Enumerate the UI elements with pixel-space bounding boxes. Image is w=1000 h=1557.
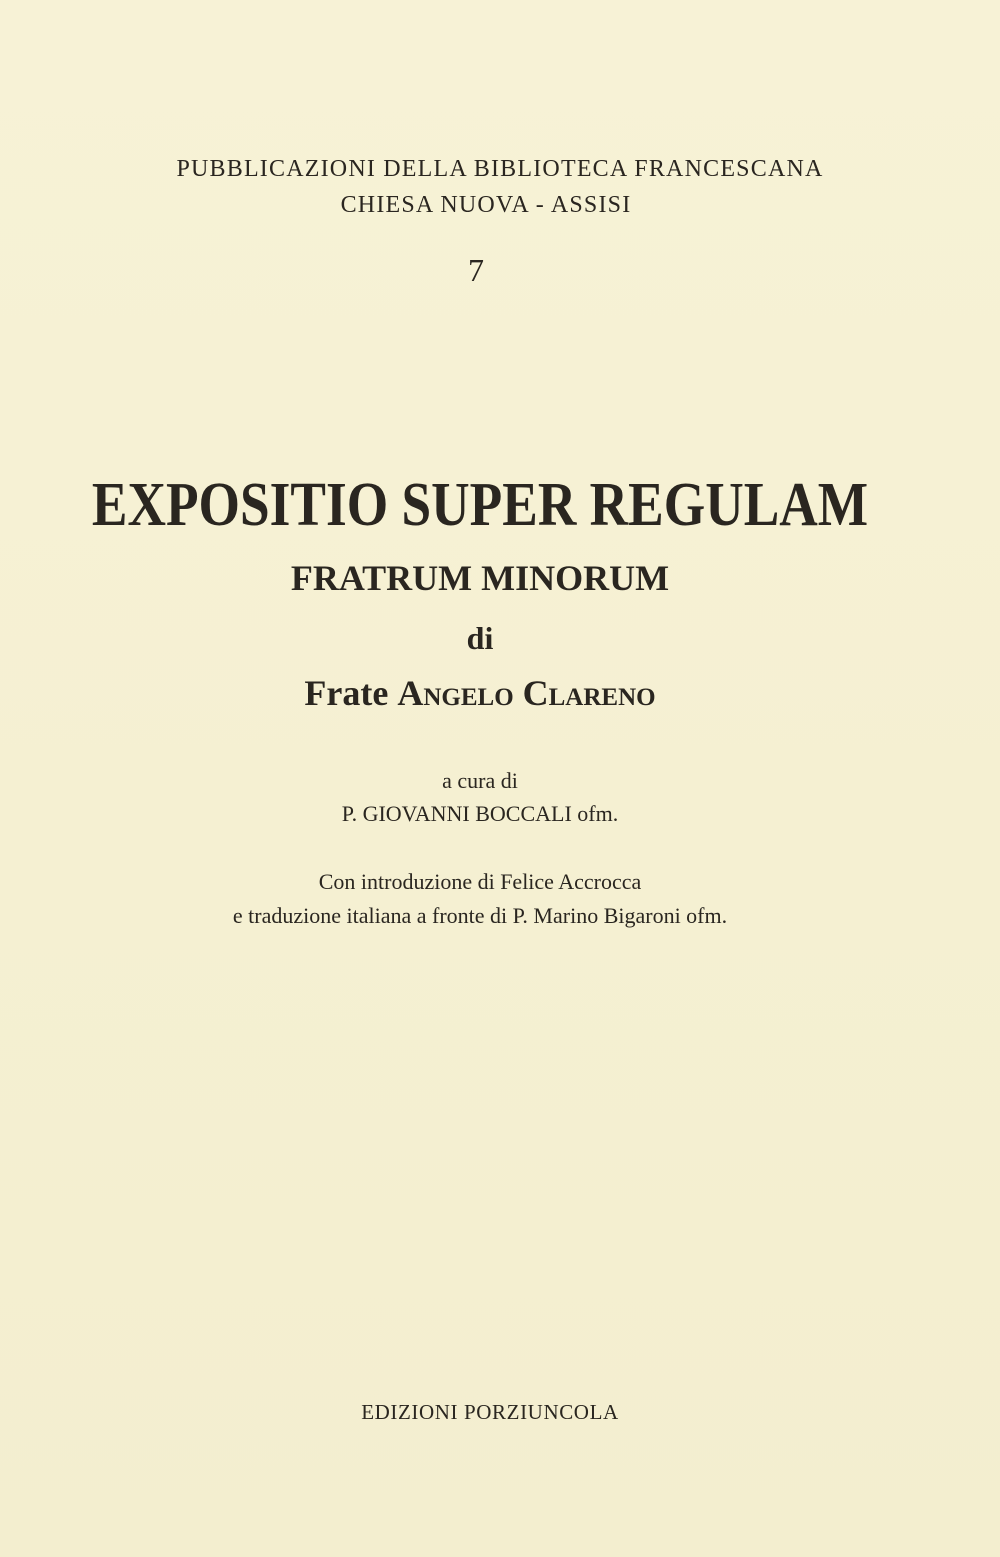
publisher-name: EDIZIONI PORZIUNCOLA: [361, 1400, 619, 1424]
translation-credit: e traduzione italiana a fronte di P. Marino Bigaroni ofm.: [232, 903, 728, 928]
author-line: [0, 672, 980, 714]
series-title: PUBBLICAZIONI DELLA BIBLIOTECA FRANCESCANA: [176, 156, 824, 182]
introduction-credit: Con introduzione di Felice Accrocca: [318, 869, 642, 894]
main-title: EXPOSITIO SUPER REGULAM: [91, 471, 869, 539]
author-name: Angelo Clareno: [397, 673, 656, 713]
author-preposition: di: [466, 620, 494, 656]
author-prefix: Frate: [304, 673, 389, 713]
subtitle: FRATRUM MINORUM: [290, 558, 670, 598]
series-location: CHIESA NUOVA - ASSISI: [340, 192, 632, 218]
series-number: 7: [468, 252, 484, 288]
curator-name: P. GIOVANNI BOCCALI ofm.: [341, 801, 619, 826]
curator-label: a cura di: [442, 768, 518, 793]
